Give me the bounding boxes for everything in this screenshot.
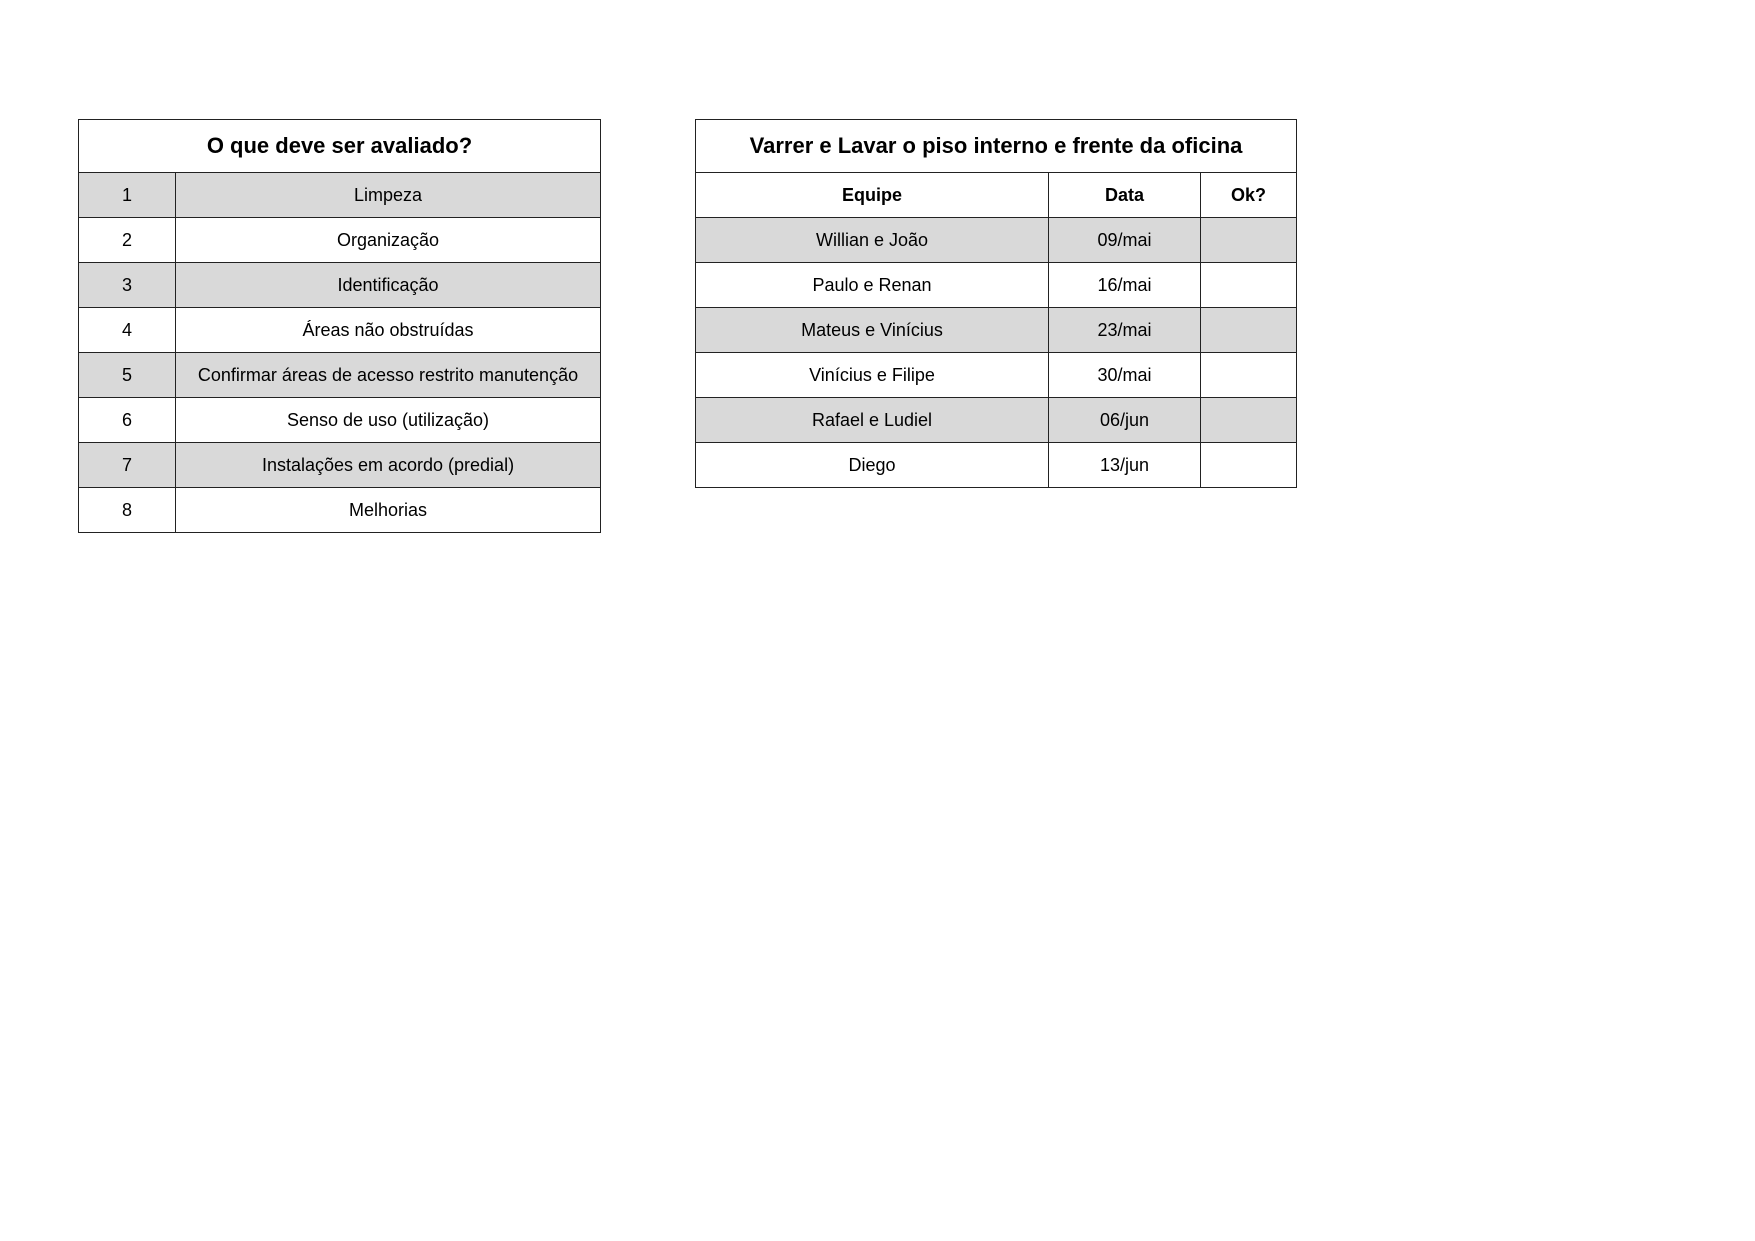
team-cell[interactable]: Mateus e Vinícius bbox=[696, 308, 1049, 353]
item-number[interactable]: 6 bbox=[79, 398, 176, 443]
date-cell[interactable]: 09/mai bbox=[1049, 218, 1201, 263]
team-cell[interactable]: Paulo e Renan bbox=[696, 263, 1049, 308]
ok-cell[interactable] bbox=[1201, 353, 1297, 398]
ok-cell[interactable] bbox=[1201, 218, 1297, 263]
ok-cell[interactable] bbox=[1201, 443, 1297, 488]
table-row bbox=[696, 218, 1297, 263]
ok-cell[interactable] bbox=[1201, 263, 1297, 308]
table-row bbox=[79, 218, 601, 263]
table-row bbox=[696, 308, 1297, 353]
evaluation-table bbox=[78, 119, 601, 533]
evaluation-title: O que deve ser avaliado? bbox=[79, 120, 601, 173]
item-number[interactable]: 1 bbox=[79, 173, 176, 218]
team-cell[interactable]: Vinícius e Filipe bbox=[696, 353, 1049, 398]
item-label[interactable]: Identificação bbox=[176, 263, 601, 308]
team-cell[interactable]: Diego bbox=[696, 443, 1049, 488]
item-label[interactable]: Instalações em acordo (predial) bbox=[176, 443, 601, 488]
item-label[interactable]: Áreas não obstruídas bbox=[176, 308, 601, 353]
table-row bbox=[696, 398, 1297, 443]
date-cell[interactable]: 23/mai bbox=[1049, 308, 1201, 353]
item-label[interactable]: Confirmar áreas de acesso restrito manutenção bbox=[176, 353, 601, 398]
table-row bbox=[696, 353, 1297, 398]
cleaning-schedule-table bbox=[695, 119, 1297, 488]
date-cell[interactable]: 13/jun bbox=[1049, 443, 1201, 488]
item-label[interactable]: Senso de uso (utilização) bbox=[176, 398, 601, 443]
item-label[interactable]: Limpeza bbox=[176, 173, 601, 218]
team-cell[interactable]: Rafael e Ludiel bbox=[696, 398, 1049, 443]
column-header-ok: Ok? bbox=[1201, 173, 1297, 218]
item-label[interactable]: Organização bbox=[176, 218, 601, 263]
team-cell[interactable]: Willian e João bbox=[696, 218, 1049, 263]
table-row bbox=[79, 173, 601, 218]
ok-cell[interactable] bbox=[1201, 308, 1297, 353]
date-cell[interactable]: 16/mai bbox=[1049, 263, 1201, 308]
ok-cell[interactable] bbox=[1201, 398, 1297, 443]
item-number[interactable]: 8 bbox=[79, 488, 176, 533]
column-header-date: Data bbox=[1049, 173, 1201, 218]
table-row bbox=[79, 488, 601, 533]
date-cell[interactable]: 06/jun bbox=[1049, 398, 1201, 443]
table-row bbox=[79, 308, 601, 353]
table-row bbox=[696, 263, 1297, 308]
column-header-team: Equipe bbox=[696, 173, 1049, 218]
item-number[interactable]: 4 bbox=[79, 308, 176, 353]
schedule-title: Varrer e Lavar o piso interno e frente da oficina bbox=[696, 120, 1297, 173]
table-row bbox=[79, 443, 601, 488]
date-cell[interactable]: 30/mai bbox=[1049, 353, 1201, 398]
table-row bbox=[696, 443, 1297, 488]
table-row bbox=[79, 263, 601, 308]
item-number[interactable]: 5 bbox=[79, 353, 176, 398]
table-row bbox=[79, 353, 601, 398]
item-number[interactable]: 2 bbox=[79, 218, 176, 263]
table-row bbox=[79, 398, 601, 443]
item-number[interactable]: 3 bbox=[79, 263, 176, 308]
item-label[interactable]: Melhorias bbox=[176, 488, 601, 533]
item-number[interactable]: 7 bbox=[79, 443, 176, 488]
